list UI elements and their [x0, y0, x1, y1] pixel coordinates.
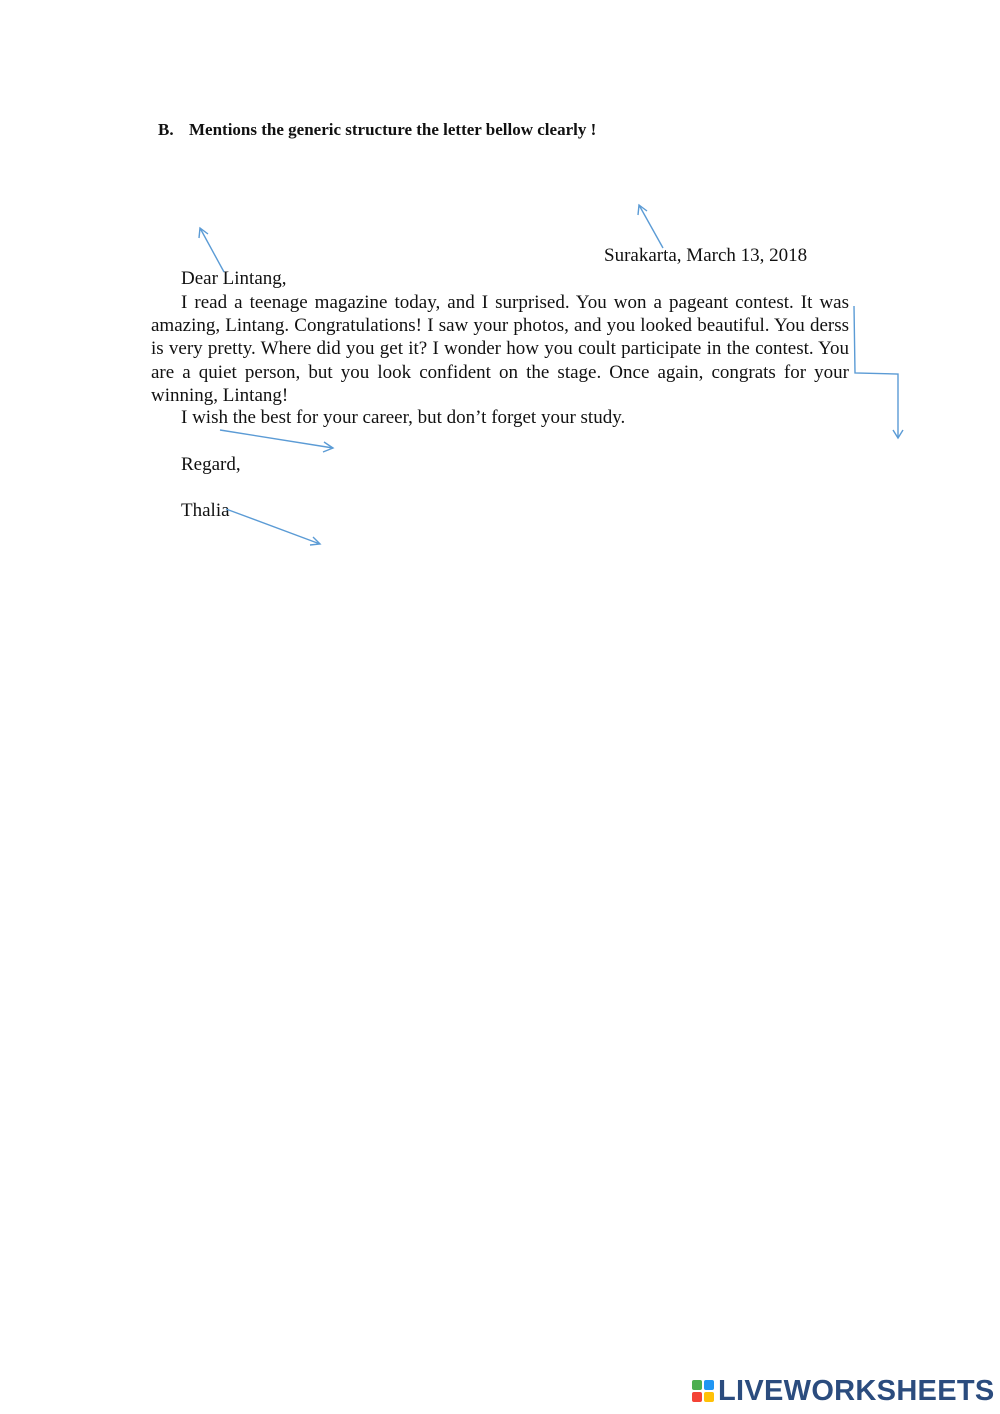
letter-closing: Regard,	[181, 454, 241, 475]
closing-arrow	[220, 430, 333, 452]
question-marker: B.	[158, 120, 174, 139]
letter-date-line: Surakarta, March 13, 2018	[604, 245, 808, 266]
liveworksheets-logo-icon	[692, 1380, 714, 1402]
body-bracket-arrow	[854, 306, 903, 438]
letter-signature: Thalia	[181, 500, 230, 521]
liveworksheets-brand-text: LIVEWORKSHEETS	[718, 1374, 995, 1407]
letter-body: I read a teenage magazine today, and I surprised. You won a pageant contest. It was amazing, Lintang. Congratulations! I saw your photos, and you looked beautiful. You derss is very pretty. Where did you get it? I wonder how you coult participate in the contest. You are a quiet person, but you look confident on the stage. Once again, congrats for your winning, Lintang!	[151, 292, 849, 406]
liveworksheets-logo	[692, 1374, 995, 1408]
question-text: Mentions the generic structure the letter bellow clearly !	[189, 120, 597, 139]
heading-arrow	[199, 228, 224, 272]
date-arrow	[638, 205, 663, 248]
letter-salutation: Dear Lintang,	[181, 268, 287, 289]
letter-wish: I wish the best for your career, but don’t forget your study.	[181, 407, 626, 428]
signature-arrow	[226, 509, 320, 545]
question-heading	[158, 120, 596, 140]
